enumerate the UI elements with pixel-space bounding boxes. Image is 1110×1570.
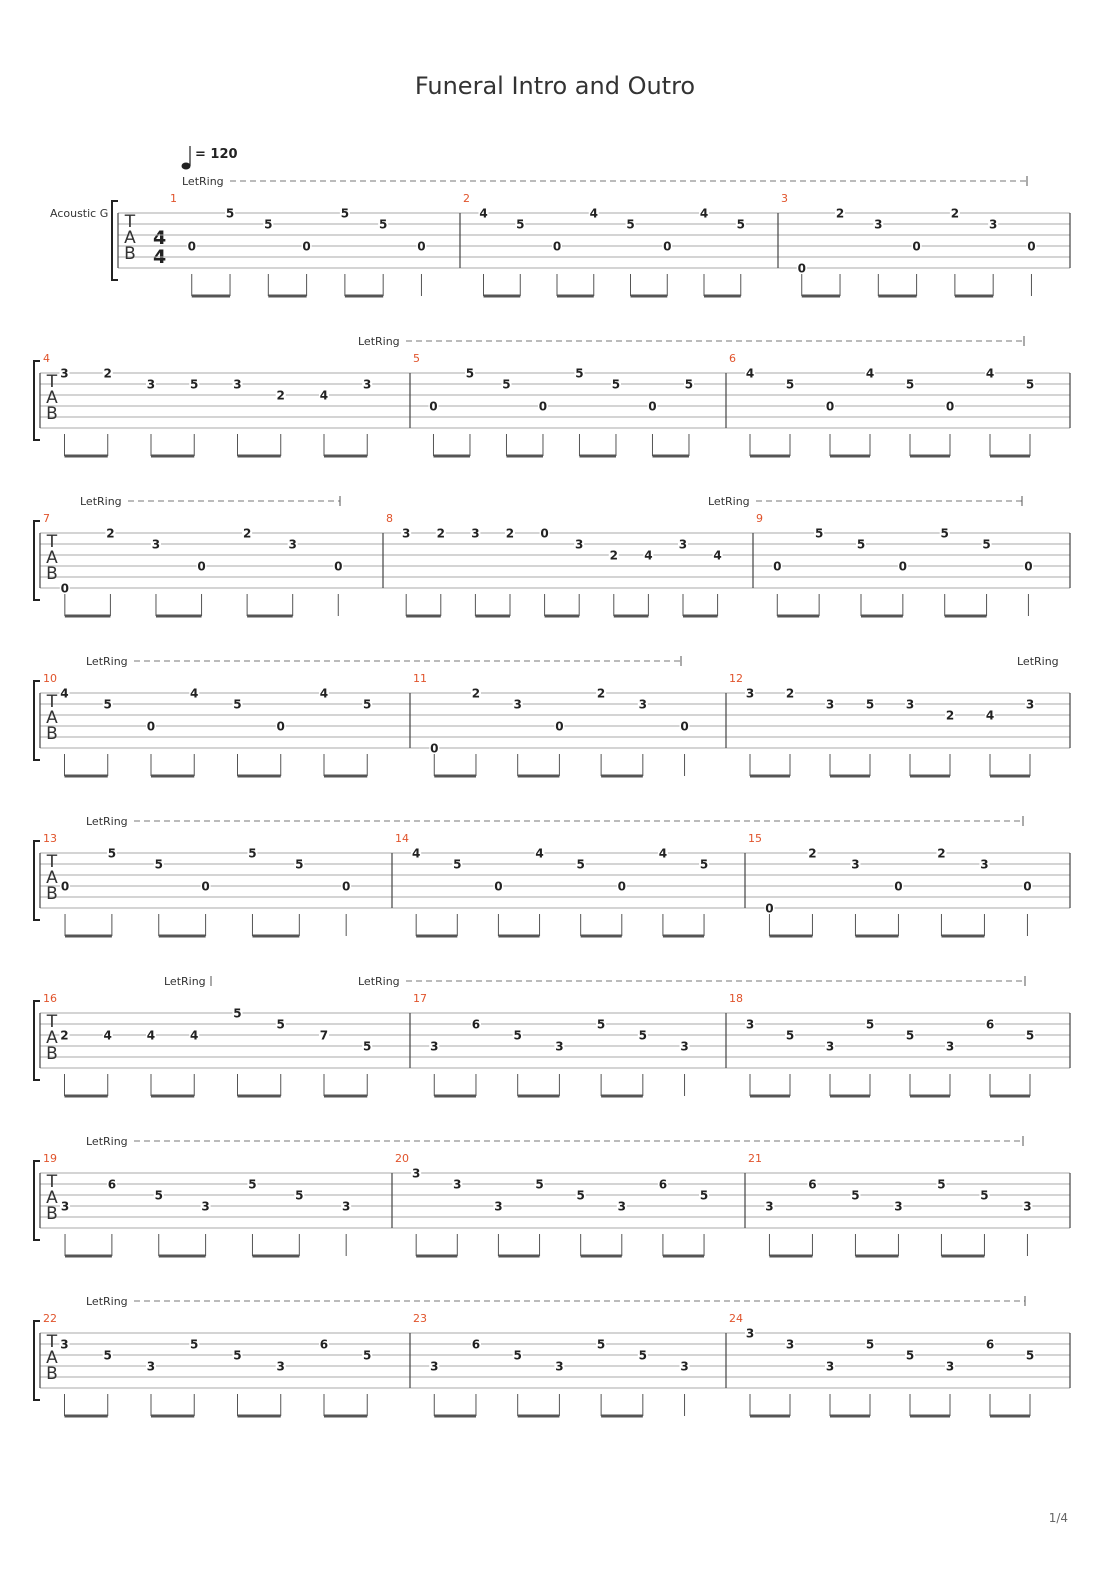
fret-number: 2: [937, 846, 946, 861]
tab-clef-letter: A: [124, 228, 136, 248]
fret-number: 0: [1027, 239, 1036, 254]
system-bracket: [34, 1001, 40, 1080]
fret-number: 4: [745, 366, 755, 381]
fret-number: 3: [60, 366, 69, 381]
tab-clef-letter: A: [46, 1348, 58, 1368]
system-bracket: [34, 361, 40, 440]
staff-system-1: [112, 175, 1070, 296]
fret-number: 0: [773, 559, 782, 574]
fret-number: 3: [60, 1199, 70, 1214]
measure-number: 23: [413, 1312, 427, 1325]
measure-number: 7: [43, 512, 50, 525]
fret-number: 5: [295, 857, 304, 872]
page-number: 1/4: [1048, 1511, 1068, 1525]
fret-number: 5: [248, 1177, 257, 1192]
measure-number: 21: [748, 1152, 762, 1165]
fret-number: 5: [190, 377, 199, 392]
fret-number: 3: [341, 1199, 351, 1214]
fret-number: 5: [596, 1017, 606, 1032]
fret-number: 5: [453, 857, 462, 872]
measure-number: 22: [43, 1312, 57, 1325]
fret-number: 3: [146, 1359, 156, 1374]
fret-number: 4: [713, 548, 722, 563]
fret-number: 0: [430, 741, 439, 756]
fret-number: 5: [905, 1028, 915, 1043]
tab-clef-letter: B: [46, 1044, 58, 1064]
fret-number: 2: [436, 526, 445, 541]
staff-system-2: [34, 335, 1070, 456]
fret-number: 5: [814, 526, 824, 541]
tab-clef-letter: B: [46, 884, 58, 904]
fret-number: 0: [663, 239, 672, 254]
let-ring-label: LetRing: [164, 975, 206, 988]
fret-number: 3: [60, 1337, 69, 1352]
fret-number: 2: [609, 548, 618, 563]
measure-number: 16: [43, 992, 57, 1005]
fret-number: 0: [555, 719, 564, 734]
fret-number: 3: [905, 697, 915, 712]
fret-number: 6: [808, 1177, 817, 1192]
fret-number: 3: [680, 1359, 689, 1374]
fret-number: 5: [233, 697, 242, 712]
fret-number: 0: [334, 559, 343, 574]
fret-number: 5: [856, 537, 866, 552]
fret-number: 6: [985, 1337, 995, 1352]
fret-number: 2: [505, 526, 515, 541]
fret-number: 5: [363, 697, 372, 712]
fret-number: 4: [985, 708, 995, 723]
fret-number: 0: [552, 239, 562, 254]
fret-number: 2: [596, 686, 606, 701]
measure-number: 2: [463, 192, 470, 205]
measure-number: 8: [386, 512, 393, 525]
fret-number: 3: [513, 697, 522, 712]
fret-number: 5: [154, 1188, 163, 1203]
system-bracket: [112, 201, 118, 280]
fret-number: 5: [865, 1337, 875, 1352]
fret-number: 4: [190, 1028, 199, 1043]
staff-system-7: [34, 1135, 1070, 1256]
measure-number: 15: [748, 832, 762, 845]
fret-number: 5: [736, 217, 745, 232]
fret-number: 5: [513, 1028, 522, 1043]
tab-clef-letter: B: [46, 1364, 58, 1384]
fret-number: 5: [154, 857, 163, 872]
quarter-note-icon: [182, 163, 191, 170]
fret-number: 6: [107, 1177, 117, 1192]
fret-number: 3: [825, 1359, 835, 1374]
fret-number: 0: [765, 901, 774, 916]
fret-number: 3: [555, 1359, 564, 1374]
fret-number: 5: [535, 1177, 544, 1192]
fret-number: 0: [945, 399, 955, 414]
fret-number: 3: [494, 1199, 503, 1214]
tab-clef-letter: A: [46, 708, 58, 728]
fret-number: 5: [940, 526, 949, 541]
let-ring-label: LetRing: [80, 495, 122, 508]
fret-number: 0: [494, 879, 503, 894]
fret-number: 0: [1023, 879, 1032, 894]
fret-number: 5: [785, 1028, 795, 1043]
tab-clef-letter: T: [124, 212, 136, 232]
fret-number: 4: [319, 388, 329, 403]
staff-system-5: [34, 815, 1070, 936]
fret-number: 2: [808, 846, 817, 861]
tab-clef-letter: T: [46, 1332, 58, 1352]
tab-clef-letter: T: [46, 1012, 58, 1032]
staff-system-8: [34, 1295, 1070, 1416]
fret-number: 3: [288, 537, 297, 552]
fret-number: 0: [797, 261, 806, 276]
staff-system-3: [34, 495, 1070, 616]
fret-number: 3: [894, 1199, 903, 1214]
fret-number: 5: [982, 537, 991, 552]
fret-number: 5: [1025, 1348, 1035, 1363]
time-signature-bottom: 4: [153, 246, 167, 268]
fret-number: 3: [745, 1017, 755, 1032]
fret-number: 5: [295, 1188, 304, 1203]
fret-number: 3: [851, 857, 860, 872]
tempo-value: = 120: [195, 147, 238, 162]
measure-number: 24: [729, 1312, 743, 1325]
fret-number: 6: [319, 1337, 329, 1352]
fret-number: 3: [745, 1326, 755, 1341]
measure-number: 11: [413, 672, 427, 685]
tab-clef-letter: T: [46, 692, 58, 712]
fret-number: 5: [1025, 377, 1035, 392]
fret-number: 5: [248, 846, 257, 861]
fret-number: 3: [1023, 1199, 1032, 1214]
measure-number: 13: [43, 832, 57, 845]
measure-number: 6: [729, 352, 736, 365]
fret-number: 3: [555, 1039, 564, 1054]
fret-number: 5: [264, 217, 273, 232]
fret-number: 3: [678, 537, 688, 552]
fret-number: 3: [617, 1199, 626, 1214]
fret-number: 3: [453, 1177, 462, 1192]
tab-clef-letter: T: [46, 852, 58, 872]
fret-number: 0: [680, 719, 689, 734]
system-bracket: [34, 841, 40, 920]
let-ring-label: LetRing: [86, 655, 128, 668]
fret-number: 3: [430, 1359, 439, 1374]
fret-number: 4: [865, 366, 875, 381]
fret-number: 0: [1024, 559, 1033, 574]
fret-number: 2: [242, 526, 252, 541]
let-ring-label: LetRing: [182, 175, 224, 188]
fret-number: 2: [835, 206, 845, 221]
tempo-marking: [182, 146, 238, 170]
fret-number: 6: [471, 1017, 481, 1032]
fret-number: 0: [894, 879, 903, 894]
fret-number: 0: [341, 879, 351, 894]
measure-number: 1: [170, 192, 177, 205]
tab-clef-letter: A: [46, 1188, 58, 1208]
fret-number: 3: [680, 1039, 689, 1054]
fret-number: 3: [146, 377, 156, 392]
measure-number: 3: [781, 192, 788, 205]
fret-number: 3: [765, 1199, 774, 1214]
fret-number: 5: [225, 206, 235, 221]
let-ring-label: LetRing: [358, 335, 400, 348]
fret-number: 5: [190, 1337, 199, 1352]
fret-number: 0: [60, 581, 70, 596]
tab-clef-letter: A: [46, 388, 58, 408]
fret-number: 0: [429, 399, 438, 414]
let-ring-label: LetRing: [86, 815, 128, 828]
fret-number: 4: [985, 366, 995, 381]
fret-number: 4: [535, 846, 544, 861]
fret-number: 3: [233, 377, 242, 392]
instrument-label: Acoustic G: [50, 207, 109, 220]
fret-number: 4: [644, 548, 653, 563]
fret-number: 5: [576, 1188, 585, 1203]
fret-number: 5: [596, 1337, 606, 1352]
fret-number: 2: [103, 366, 112, 381]
fret-number: 4: [411, 846, 421, 861]
tab-clef-letter: T: [46, 532, 58, 552]
fret-number: 5: [363, 1348, 372, 1363]
fret-number: 4: [60, 686, 69, 701]
fret-number: 5: [107, 846, 117, 861]
fret-number: 7: [319, 1028, 329, 1043]
fret-number: 2: [945, 708, 955, 723]
system-bracket: [34, 1321, 40, 1400]
fret-number: 3: [988, 217, 998, 232]
fret-number: 5: [233, 1006, 242, 1021]
fret-number: 3: [638, 697, 648, 712]
fret-number: 5: [276, 1017, 285, 1032]
let-ring-label: LetRing: [708, 495, 750, 508]
fret-number: 3: [874, 217, 883, 232]
measure-number: 20: [395, 1152, 409, 1165]
fret-number: 5: [699, 1188, 709, 1203]
fret-number: 0: [540, 526, 549, 541]
tab-clef-letter: B: [46, 724, 58, 744]
fret-number: 5: [851, 1188, 860, 1203]
fret-number: 3: [945, 1039, 955, 1054]
tab-clef-letter: T: [46, 1172, 58, 1192]
measure-number: 9: [756, 512, 763, 525]
fret-number: 0: [197, 559, 206, 574]
fret-number: 5: [340, 206, 350, 221]
fret-number: 3: [151, 537, 161, 552]
fret-number: 0: [538, 399, 548, 414]
fret-number: 5: [865, 1017, 875, 1032]
fret-number: 0: [302, 239, 311, 254]
fret-number: 2: [60, 1028, 69, 1043]
tab-clef-letter: B: [46, 1204, 58, 1224]
tab-clef-letter: A: [46, 868, 58, 888]
fret-number: 4: [146, 1028, 156, 1043]
fret-number: 5: [865, 697, 875, 712]
tab-clef-letter: A: [46, 548, 58, 568]
fret-number: 0: [187, 239, 196, 254]
measure-number: 17: [413, 992, 427, 1005]
fret-number: 5: [785, 377, 795, 392]
fret-number: 5: [905, 377, 915, 392]
tab-clef-letter: T: [46, 372, 58, 392]
fret-number: 3: [430, 1039, 439, 1054]
fret-number: 5: [905, 1348, 915, 1363]
score-title: Funeral Intro and Outro: [414, 72, 696, 100]
tab-clef-letter: A: [46, 1028, 58, 1048]
fret-number: 4: [589, 206, 598, 221]
fret-number: 0: [648, 399, 657, 414]
fret-number: 2: [785, 686, 795, 701]
fret-number: 0: [276, 719, 285, 734]
system-bracket: [34, 521, 40, 600]
fret-number: 3: [471, 526, 480, 541]
fret-number: 5: [638, 1348, 648, 1363]
let-ring-label: LetRing: [1017, 655, 1059, 668]
fret-number: 5: [699, 857, 709, 872]
staff-system-4: [34, 655, 1070, 776]
fret-number: 3: [411, 1166, 421, 1181]
fret-number: 5: [576, 857, 585, 872]
fret-number: 5: [638, 1028, 648, 1043]
fret-number: 5: [611, 377, 621, 392]
fret-number: 2: [276, 388, 285, 403]
fret-number: 3: [363, 377, 372, 392]
fret-number: 0: [617, 879, 626, 894]
fret-number: 5: [363, 1039, 372, 1054]
fret-number: 3: [402, 526, 411, 541]
fret-number: 3: [945, 1359, 955, 1374]
measure-number: 4: [43, 352, 50, 365]
measure-number: 5: [413, 352, 420, 365]
fret-number: 3: [825, 1039, 835, 1054]
fret-number: 6: [658, 1177, 668, 1192]
staff-system-6: [34, 975, 1070, 1096]
fret-number: 5: [103, 697, 112, 712]
let-ring-label: LetRing: [86, 1135, 128, 1148]
fret-number: 4: [190, 686, 199, 701]
fret-number: 3: [201, 1199, 210, 1214]
fret-number: 5: [103, 1348, 112, 1363]
measure-number: 14: [395, 832, 409, 845]
fret-number: 5: [575, 366, 584, 381]
fret-number: 3: [575, 537, 584, 552]
let-ring-label: LetRing: [358, 975, 400, 988]
fret-number: 5: [684, 377, 694, 392]
fret-number: 5: [1025, 1028, 1035, 1043]
fret-number: 0: [825, 399, 835, 414]
fret-number: 5: [980, 1188, 989, 1203]
fret-number: 5: [626, 217, 635, 232]
fret-number: 5: [516, 217, 525, 232]
fret-number: 0: [417, 239, 426, 254]
fret-number: 0: [898, 559, 908, 574]
fret-number: 3: [1025, 697, 1035, 712]
measure-number: 19: [43, 1152, 57, 1165]
fret-number: 6: [985, 1017, 995, 1032]
measure-number: 18: [729, 992, 743, 1005]
fret-number: 0: [60, 879, 70, 894]
system-bracket: [34, 681, 40, 760]
fret-number: 6: [471, 1337, 481, 1352]
fret-number: 5: [233, 1348, 242, 1363]
let-ring-label: LetRing: [86, 1295, 128, 1308]
fret-number: 5: [937, 1177, 946, 1192]
fret-number: 0: [146, 719, 156, 734]
fret-number: 5: [465, 366, 475, 381]
fret-number: 4: [699, 206, 709, 221]
fret-number: 4: [319, 686, 329, 701]
system-bracket: [34, 1161, 40, 1240]
fret-number: 5: [502, 377, 511, 392]
fret-number: 0: [912, 239, 921, 254]
fret-number: 2: [106, 526, 115, 541]
fret-number: 4: [479, 206, 488, 221]
fret-number: 3: [785, 1337, 795, 1352]
fret-number: 3: [276, 1359, 285, 1374]
tab-clef-letter: B: [124, 244, 136, 264]
fret-number: 2: [950, 206, 960, 221]
fret-number: 3: [745, 686, 755, 701]
measure-number: 10: [43, 672, 57, 685]
fret-number: 0: [201, 879, 210, 894]
fret-number: 4: [103, 1028, 112, 1043]
fret-number: 5: [378, 217, 388, 232]
fret-number: 5: [513, 1348, 522, 1363]
tab-clef-letter: B: [46, 564, 58, 584]
measure-number: 12: [729, 672, 743, 685]
fret-number: 4: [658, 846, 668, 861]
fret-number: 2: [471, 686, 481, 701]
fret-number: 3: [825, 697, 835, 712]
time-signature-top: 4: [153, 227, 167, 249]
fret-number: 3: [980, 857, 989, 872]
tab-clef-letter: B: [46, 404, 58, 424]
